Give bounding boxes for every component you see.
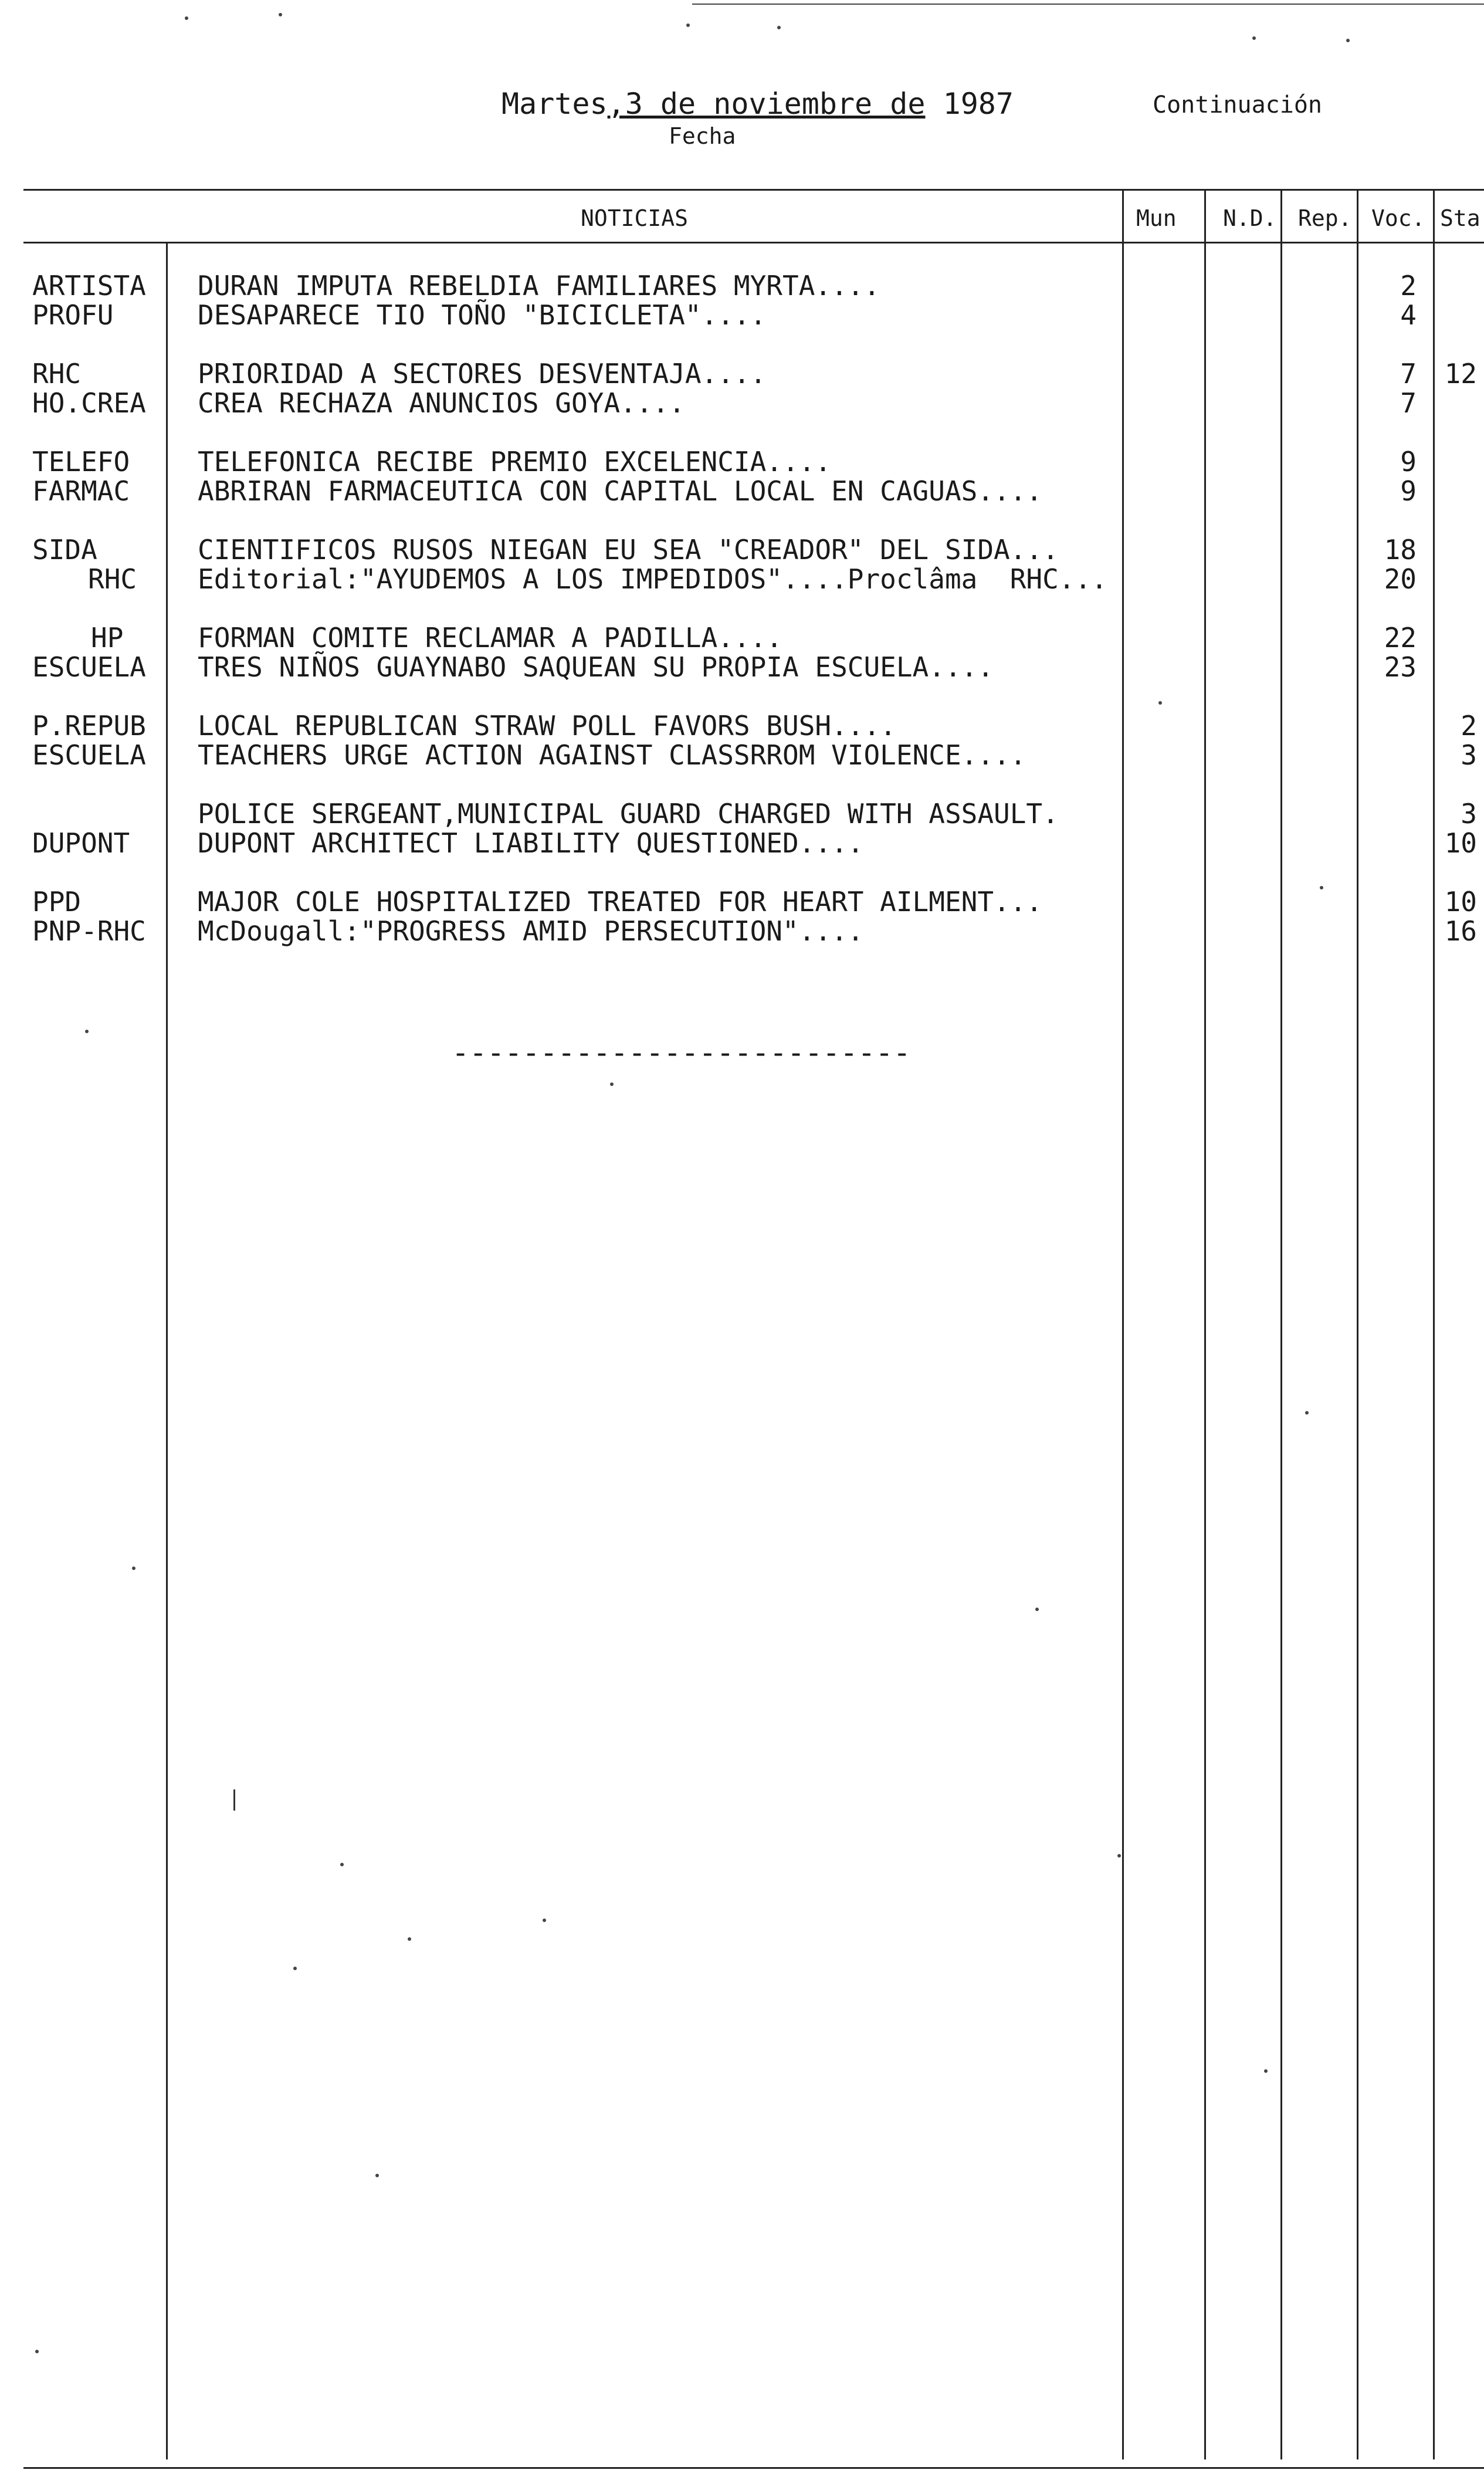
rep-column-left-divider <box>1280 189 1282 2459</box>
top-edge-line <box>692 4 1484 5</box>
row-tag: HP <box>91 622 124 654</box>
row-sta: 2 <box>1461 710 1477 742</box>
row-headline: CREA RECHAZA ANUNCIOS GOYA.... <box>198 387 685 419</box>
date-year: 1987 <box>925 87 1014 121</box>
row-tag: RHC <box>88 563 137 595</box>
row-voc: 2 <box>1400 270 1417 302</box>
row-sta: 10 <box>1444 886 1477 918</box>
sta-column-header: Sta <box>1440 205 1480 231</box>
row-headline: FORMAN COMITE RECLAMAR A PADILLA.... <box>198 622 782 654</box>
mun-column-header: Mun <box>1136 205 1177 231</box>
row-tag: ESCUELA <box>32 651 146 683</box>
scan-speck <box>610 1082 614 1086</box>
voc-column-header: Voc. <box>1371 205 1425 231</box>
scan-speck <box>279 13 282 16</box>
news-row <box>0 270 1484 302</box>
row-tag: DUPONT <box>32 827 130 859</box>
scan-speck <box>293 1967 297 1970</box>
scan-speck <box>85 1030 89 1033</box>
mun-column-left-divider <box>1122 189 1124 2459</box>
row-sta: 3 <box>1461 739 1477 771</box>
scan-speck <box>132 1567 135 1570</box>
row-tag: RHC <box>32 358 82 390</box>
row-headline: DESAPARECE TIO TOÑO "BICICLETA".... <box>198 299 767 331</box>
continuation-label: Continuación <box>1153 92 1322 119</box>
scan-mark <box>233 1789 235 1811</box>
date-label: Fecha <box>669 123 736 149</box>
scan-speck <box>408 1937 411 1941</box>
row-tag: ARTISTA <box>32 270 146 302</box>
row-sta: 3 <box>1461 798 1477 830</box>
news-row <box>0 710 1484 742</box>
row-tag: PROFU <box>32 299 114 331</box>
table-top-rule <box>23 189 1484 191</box>
row-voc: 22 <box>1384 622 1417 654</box>
voc-column-left-divider <box>1357 189 1358 2459</box>
row-sta: 12 <box>1444 358 1477 390</box>
row-voc: 23 <box>1384 651 1417 683</box>
scan-speck <box>686 23 690 27</box>
scan-speck <box>35 2350 39 2353</box>
nd-column-left-divider <box>1204 189 1206 2459</box>
row-sta: 10 <box>1444 827 1477 859</box>
row-tag: SIDA <box>32 534 97 566</box>
rep-column-header: Rep. <box>1298 205 1352 231</box>
news-row <box>0 475 1484 505</box>
scan-speck <box>1264 2069 1268 2073</box>
news-row <box>0 798 1484 830</box>
scan-speck <box>543 1919 546 1922</box>
news-row <box>0 622 1484 654</box>
scan-speck <box>1117 1854 1121 1858</box>
row-headline: ABRIRAN FARMACEUTICA CON CAPITAL LOCAL EN CAGUAS.... <box>198 475 1043 507</box>
end-of-list-separator: -------------------------- <box>452 1036 911 1070</box>
row-tag: P.REPUB <box>32 710 146 742</box>
scan-speck <box>375 2174 379 2177</box>
news-row <box>0 534 1484 566</box>
row-voc: 18 <box>1384 534 1417 566</box>
news-row <box>0 827 1484 857</box>
scan-speck <box>1158 701 1162 705</box>
row-tag: PNP-RHC <box>32 915 146 947</box>
date-day-month: ,3 de noviembre de <box>607 87 926 121</box>
row-voc: 4 <box>1400 299 1417 331</box>
row-headline: TRES NIÑOS GUAYNABO SAQUEAN SU PROPIA ESCUELA.... <box>198 651 994 683</box>
scan-speck <box>1252 36 1256 40</box>
scan-speck <box>1346 39 1350 42</box>
row-headline: DUPONT ARCHITECT LIABILITY QUESTIONED.... <box>198 827 864 859</box>
news-row <box>0 358 1484 390</box>
row-headline: Editorial:"AYUDEMOS A LOS IMPEDIDOS"....Proclâma RHC... <box>198 563 1107 595</box>
news-row <box>0 387 1484 417</box>
sta-column-left-divider <box>1433 189 1435 2459</box>
scan-speck <box>1035 1608 1039 1611</box>
row-headline: MAJOR COLE HOSPITALIZED TREATED FOR HEART AILMENT... <box>198 886 1043 918</box>
date-line <box>502 87 1014 121</box>
row-headline: PRIORIDAD A SECTORES DESVENTAJA.... <box>198 358 767 390</box>
scan-speck <box>1320 886 1323 889</box>
news-row <box>0 915 1484 945</box>
row-voc: 9 <box>1400 446 1417 478</box>
noticias-column-header: NOTICIAS <box>581 205 689 231</box>
news-row <box>0 739 1484 769</box>
row-headline: DURAN IMPUTA REBELDIA FAMILIARES MYRTA.... <box>198 270 880 302</box>
table-bottom-rule <box>23 2467 1484 2469</box>
row-tag: ESCUELA <box>32 739 146 771</box>
date-weekday: Martes <box>502 87 608 121</box>
row-headline: TEACHERS URGE ACTION AGAINST CLASSRROM VIOLENCE.... <box>198 739 1026 771</box>
news-row <box>0 446 1484 478</box>
row-headline: CIENTIFICOS RUSOS NIEGAN EU SEA "CREADOR" DEL SIDA... <box>198 534 1059 566</box>
row-tag: TELEFO <box>32 446 130 478</box>
row-tag: FARMAC <box>32 475 130 507</box>
row-headline: McDougall:"PROGRESS AMID PERSECUTION".... <box>198 915 864 947</box>
row-voc: 9 <box>1400 475 1417 507</box>
news-row <box>0 563 1484 593</box>
scan-speck <box>185 16 188 20</box>
row-headline: TELEFONICA RECIBE PREMIO EXCELENCIA.... <box>198 446 832 478</box>
row-headline: LOCAL REPUBLICAN STRAW POLL FAVORS BUSH.... <box>198 710 896 742</box>
row-headline: POLICE SERGEANT,MUNICIPAL GUARD CHARGED WITH ASSAULT. <box>198 798 1059 830</box>
scan-speck <box>1305 1411 1309 1415</box>
row-tag: HO.CREA <box>32 387 146 419</box>
scan-speck <box>340 1863 344 1866</box>
scan-speck <box>777 26 781 29</box>
table-header-rule <box>23 242 1484 243</box>
news-row <box>0 886 1484 918</box>
row-voc: 20 <box>1384 563 1417 595</box>
row-tag: PPD <box>32 886 82 918</box>
news-row <box>0 651 1484 681</box>
nd-column-header: N.D. <box>1223 205 1277 231</box>
news-row <box>0 299 1484 329</box>
row-voc: 7 <box>1400 358 1417 390</box>
row-voc: 7 <box>1400 387 1417 419</box>
row-sta: 16 <box>1444 915 1477 947</box>
